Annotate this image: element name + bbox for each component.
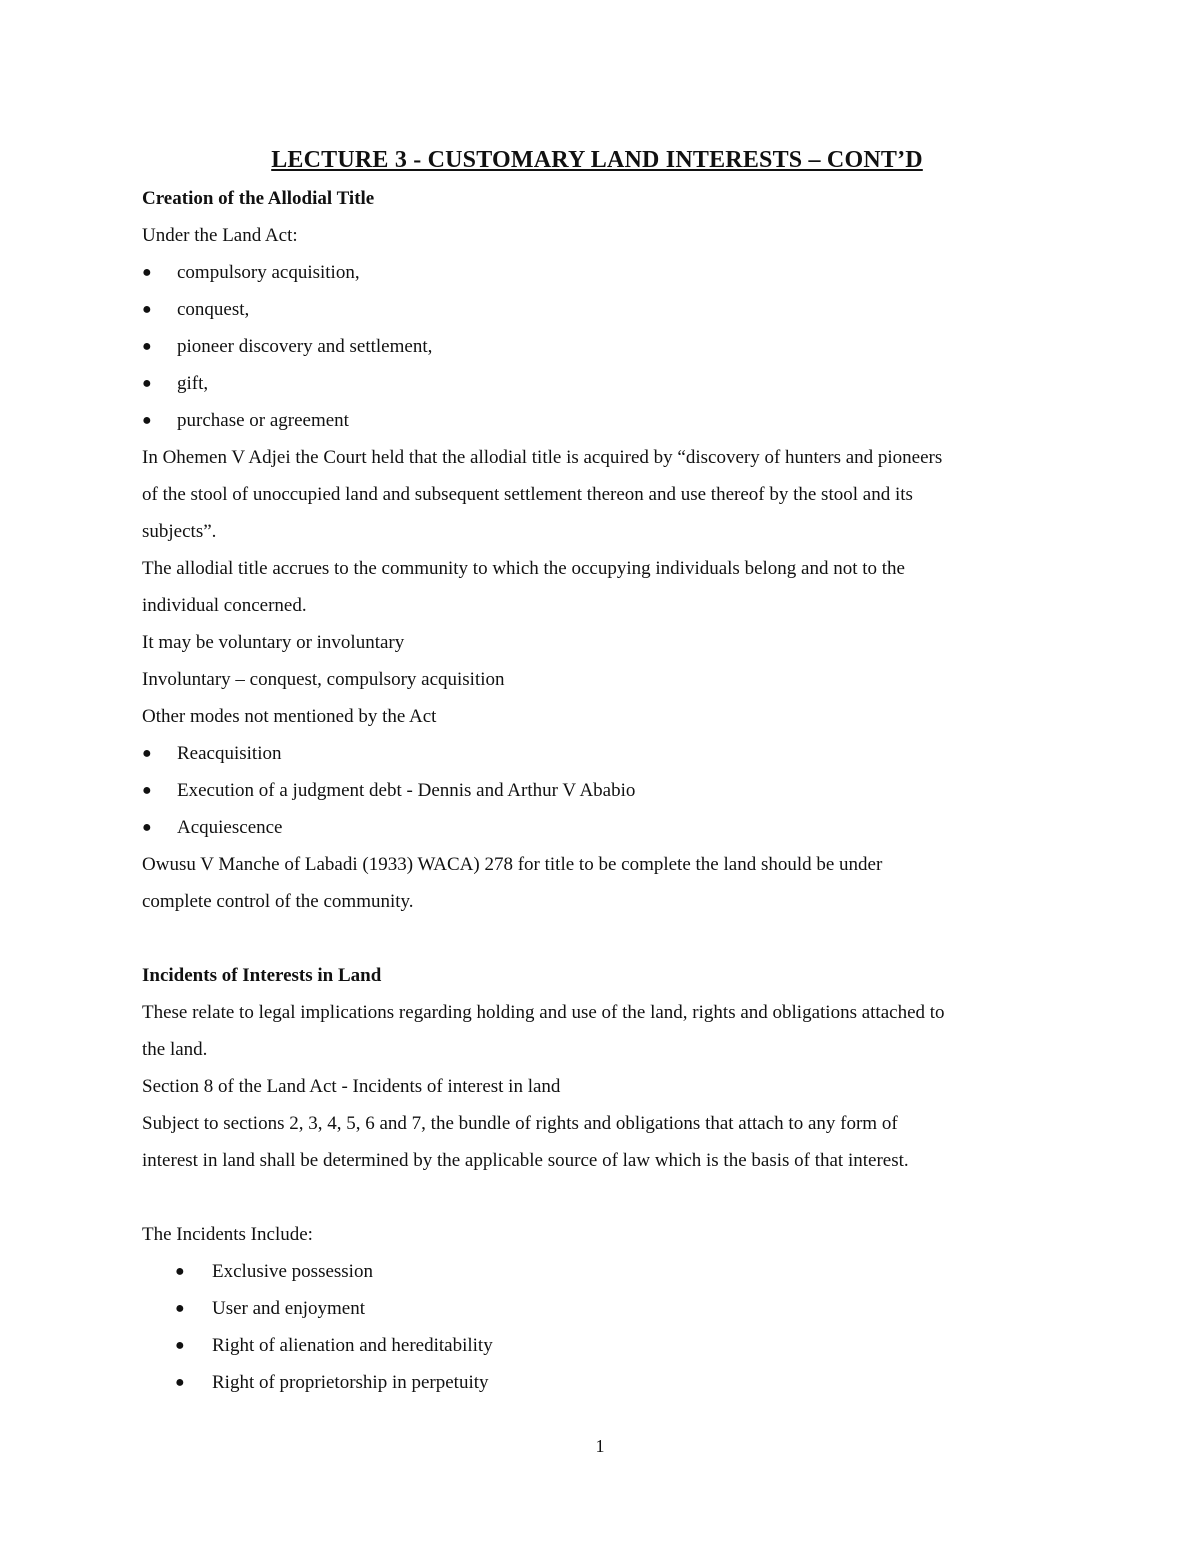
heading-incidents-of-interests: Incidents of Interests in Land — [142, 965, 382, 986]
other-modes-list — [142, 735, 1062, 846]
list-item: ● purchase or agreement — [142, 402, 1062, 439]
bullet-icon: ● — [175, 1300, 185, 1317]
heading-creation-allodial-title: Creation of the Allodial Title — [142, 188, 375, 209]
paragraph-subject-to-sections: Subject to sections 2, 3, 4, 5, 6 and 7, the bundle of rights and obligations that attach to any form of interest in land shall be determined by the applicable source of law which is the basis of that interest. — [142, 1113, 909, 1171]
list-item: ● gift, — [142, 365, 1062, 402]
bullet-icon: ● — [142, 819, 152, 836]
list-item: ● Exclusive possession — [142, 1253, 1062, 1290]
bullet-icon: ● — [142, 745, 152, 762]
involuntary-line: Involuntary – conquest, compulsory acquisition — [142, 669, 505, 690]
section-8-line: Section 8 of the Land Act - Incidents of interest in land — [142, 1076, 561, 1097]
list-item: ● Reacquisition — [142, 735, 1062, 772]
incidents-list — [142, 1253, 1062, 1401]
list-item: ● Right of proprietorship in perpetuity — [142, 1364, 1062, 1401]
voluntary-line: It may be voluntary or involuntary — [142, 632, 405, 653]
list-item: ● Right of alienation and hereditability — [142, 1327, 1062, 1364]
bullet-icon: ● — [142, 264, 152, 281]
bullet-icon: ● — [142, 338, 152, 355]
bullet-icon: ● — [142, 301, 152, 318]
list-item: ● conquest, — [142, 291, 1062, 328]
creation-modes-list — [142, 254, 1062, 439]
bullet-icon: ● — [175, 1337, 185, 1354]
list-item: ● compulsory acquisition, — [142, 254, 1062, 291]
list-item: ● Execution of a judgment debt - Dennis and Arthur V Ababio — [142, 772, 1062, 809]
bullet-icon: ● — [175, 1374, 185, 1391]
list-item: ● User and enjoyment — [142, 1290, 1062, 1327]
incidents-intro: The Incidents Include: — [142, 1224, 313, 1245]
lecture-title: LECTURE 3 - CUSTOMARY LAND INTERESTS – CONT’D — [271, 147, 923, 173]
bullet-icon: ● — [175, 1263, 185, 1280]
bullet-icon: ● — [142, 782, 152, 799]
page-content — [142, 140, 1062, 1401]
land-act-intro: Under the Land Act: — [142, 225, 298, 246]
list-item: ● Acquiescence — [142, 809, 1062, 846]
paragraph-legal-implications: These relate to legal implications regarding holding and use of the land, rights and obligations attached to the land. — [142, 1002, 945, 1060]
bullet-icon: ● — [142, 412, 152, 429]
paragraph-allodial-accrues: The allodial title accrues to the community to which the occupying individuals belong and not to the individual concerned. — [142, 558, 905, 616]
blank-line — [142, 920, 1062, 957]
other-modes-line: Other modes not mentioned by the Act — [142, 706, 437, 727]
page-number: 1 — [595, 1436, 605, 1456]
list-item: ● pioneer discovery and settlement, — [142, 328, 1062, 365]
blank-line — [142, 1179, 1062, 1216]
paragraph-ohemen-v-adjei: In Ohemen V Adjei the Court held that the allodial title is acquired by “discovery of hunters and pioneers of the stool of unoccupied land and subsequent settlement thereon and use thereof by the stool and its subjects”. — [142, 447, 943, 542]
paragraph-owusu-v-manche: Owusu V Manche of Labadi (1933) WACA) 278 for title to be complete the land should be under complete control of the community. — [142, 854, 883, 912]
bullet-icon: ● — [142, 375, 152, 392]
